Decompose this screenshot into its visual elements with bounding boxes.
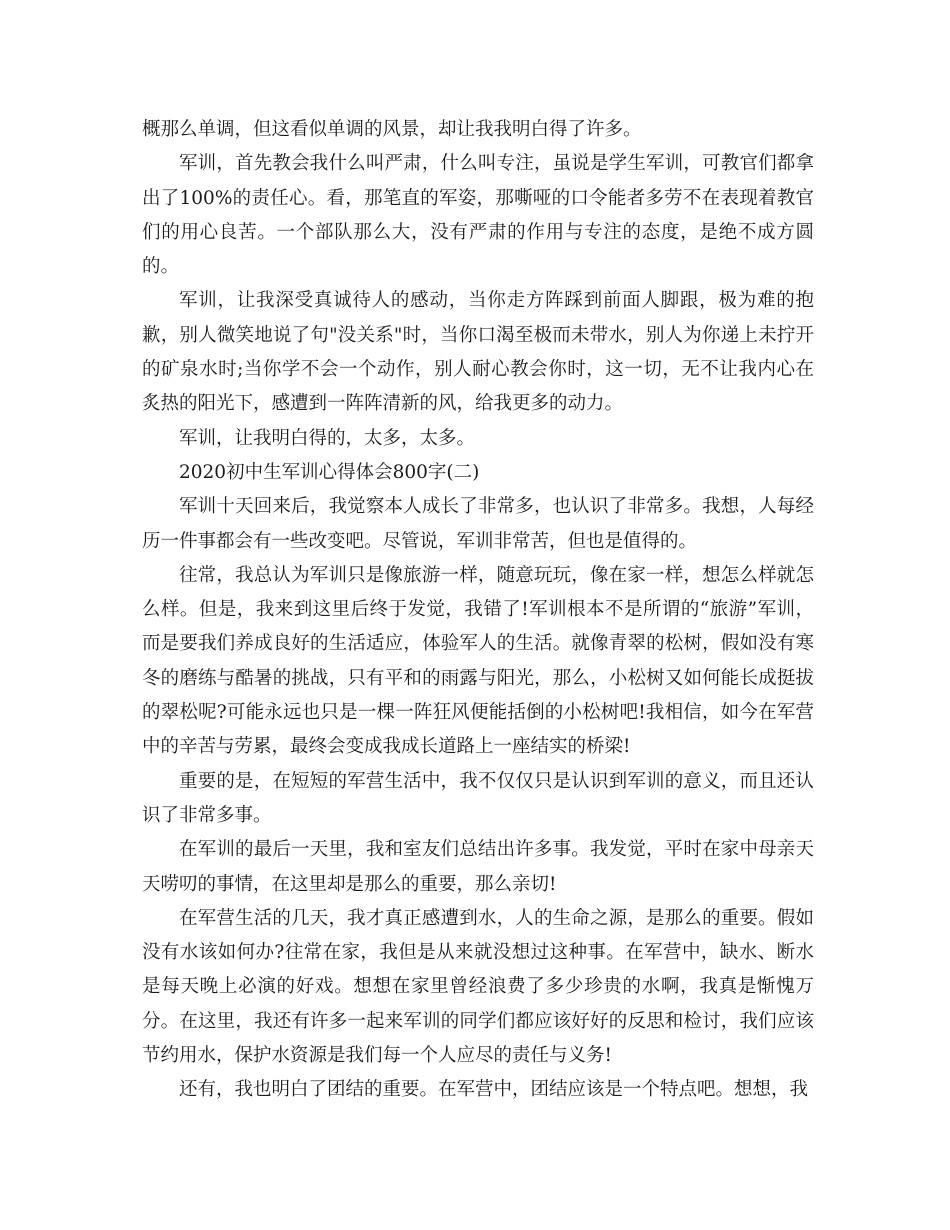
paragraph-continuation: 概那么单调，但这看似单调的风景，却让我我明白得了许多。 [142,119,642,140]
paragraph: 军训，让我深受真诚待人的感动，当你走方阵踩到前面人脚跟，极为难的抱歉，别人微笑地说了句"没关系"时，当你口渴至极而未带水，别人为你递上未拧开的矿泉水时;当你学不会一个动作，别人耐心教会你时，这一切，无不让我内心在炙热的阳光下，感遭到一阵阵清新的风，给我更多的动力。 [142,290,814,415]
paragraph: 军训，首先教会我什么叫严肃，什么叫专注，虽说是学生军训，可教官们都拿出了100%的责任心。看，那笔直的军姿，那嘶哑的口令能者多劳不在表现着教官们的用心良苦。一个部队那么大，没有严肃的作用与专注的态度，是绝不成方圆的。 [142,153,814,278]
paragraph: 还有，我也明白了团结的重要。在军营中，团结应该是一个特点吧。想想，我 [179,1079,809,1101]
paragraph: 军训十天回来后，我觉察本人成长了非常多，也认识了非常多。我想，人每经历一件事都会有一些改变吧。尽管说，军训非常苦，但也是值得的。 [142,496,814,552]
paragraph: 重要的是，在短短的军营生活中，我不仅仅只是认识到军训的意义，而且还认识了非常多事。 [142,770,814,826]
paragraph: 军训，让我明白得的，太多，太多。 [179,427,476,449]
paragraph: 在军营生活的几天，我才真正感遭到水，人的生命之源，是那么的重要。假如没有水该如何办?往常在家，我但是从来就没想过这种事。在军营中，缺水、断水是每天晚上必演的好戏。想想在家里曾经浪费了多少珍贵的水啊，我真是惭愧万分。在这里，我还有许多一起来军训的同学们都应该好好的反思和检讨，我们应该节约用水，保护水资源是我们每一个人应尽的责任与义务! [142,907,814,1067]
paragraph: 往常，我总认为军训只是像旅游一样，随意玩玩，像在家一样，想怎么样就怎么样。但是，我来到这里后终于发觉，我错了!军训根本不是所谓的“旅游”军训，而是要我们养成良好的生活适应，体验军人的生活。就像青翠的松树，假如没有寒冬的磨练与酷暑的挑战，只有平和的雨露与阳光，那么，小松树又如何能长成挺拔的翠松呢?可能永远也只是一棵一阵狂风便能括倒的小松树吧!我相信，如今在军营中的辛苦与劳累，最终会变成我成长道路上一座结实的桥梁! [142,564,814,758]
paragraph: 在军训的最后一天里，我和室友们总结出许多事。我发觉，平时在家中母亲天天唠叨的事情，在这里却是那么的重要，那么亲切! [142,839,814,895]
document-body [142,113,814,1108]
section-heading: 2020初中生军训心得体会800字(二) [179,461,480,483]
